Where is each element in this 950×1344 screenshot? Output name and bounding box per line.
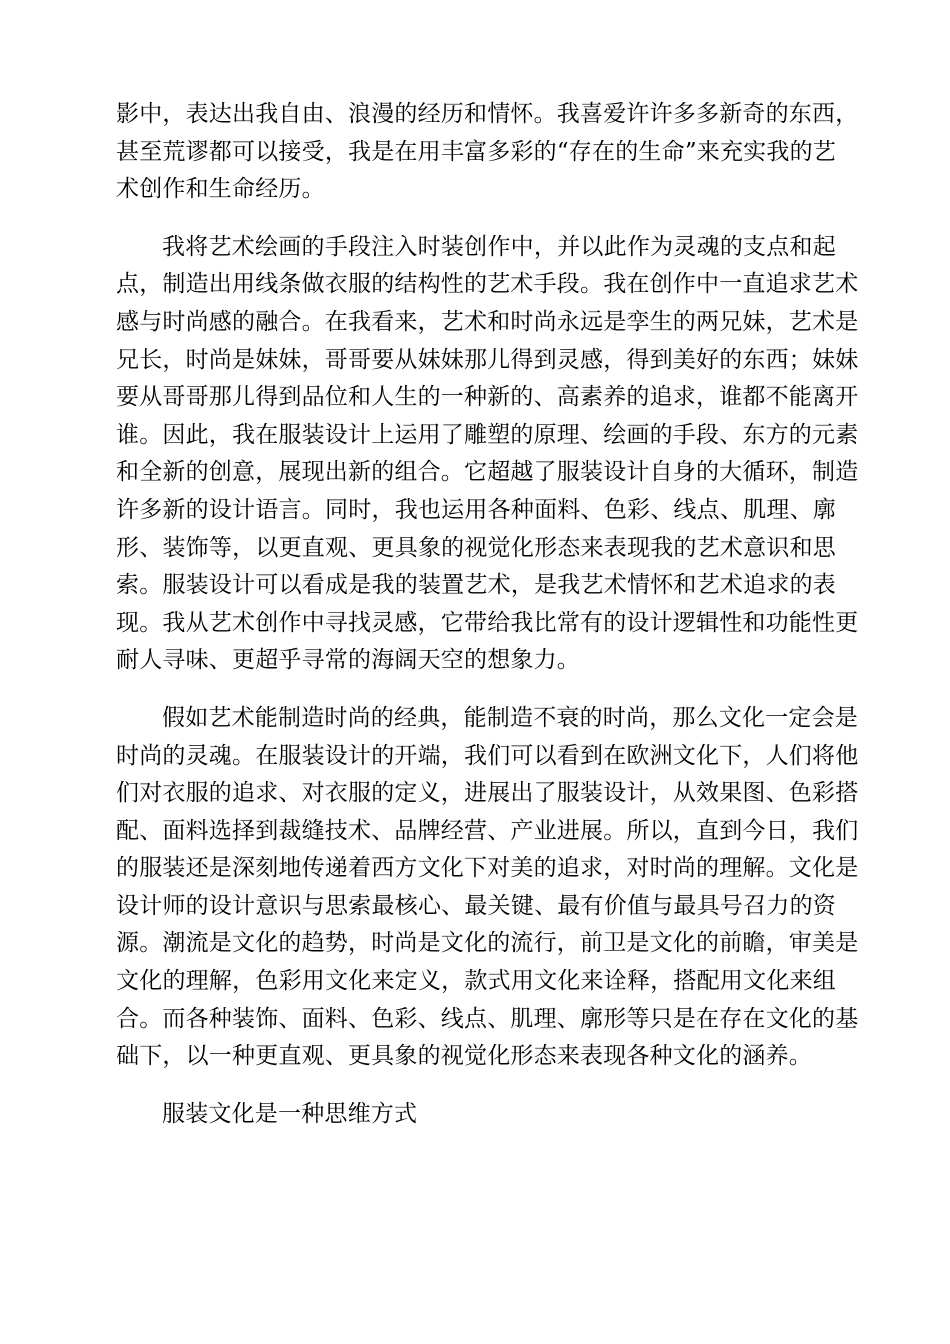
text-line: 和全新的创意，展现出新的组合。它超越了服装设计自身的大循环，制造	[116, 459, 859, 486]
paragraph-gap	[116, 209, 836, 229]
text-line: 设计师的设计意识与思索最核心、最关键、最有价值与最具号召力的资	[116, 892, 836, 919]
text-line: 耐人寻味、更超乎寻常的海阔天空的想象力。	[116, 647, 580, 674]
text-line: 合。而各种装饰、面料、色彩、线点、肌理、廓形等只是在存在文化的基	[116, 1005, 859, 1032]
paragraph-gap	[116, 680, 836, 700]
paragraph-3	[116, 700, 859, 1076]
text-line: 现。我从艺术创作中寻找灵感，它带给我比常有的设计逻辑性和功能性更	[116, 609, 859, 636]
document-body	[116, 96, 859, 1133]
text-line: 时尚的灵魂。在服装设计的开端，我们可以看到在欧洲文化下，人们将他	[116, 742, 859, 769]
text-line: 要从哥哥那儿得到品位和人生的一种新的、高素养的追求，谁都不能离开	[116, 384, 859, 411]
text-line: 源。潮流是文化的趋势，时尚是文化的流行，前卫是文化的前瞻，审美是	[116, 930, 859, 957]
text-line: 配、面料选择到裁缝技术、品牌经营、产业进展。所以，直到今日，我们	[116, 817, 859, 844]
text-line: 感与时尚感的融合。在我看来，艺术和时尚永远是孪生的两兄妹，艺术是	[116, 308, 859, 335]
paragraph-4	[116, 1096, 836, 1134]
text-line: 术创作和生命经历。	[116, 176, 325, 203]
text-line: 假如艺术能制造时尚的经典，能制造不衰的时尚，那么文化一定会是	[162, 704, 858, 731]
text-line: 谁。因此，我在服装设计上运用了雕塑的原理、绘画的手段、东方的元素	[116, 421, 859, 448]
text-line: 影中，表达出我自由、浪漫的经历和情怀。我喜爱许许多多新奇的东西，	[116, 101, 859, 127]
text-line: 点，制造出用线条做衣服的结构性的艺术手段。我在创作中一直追求艺术	[116, 271, 859, 298]
text-line: 索。服装设计可以看成是我的装置艺术，是我艺术情怀和艺术追求的表	[116, 572, 836, 599]
text-line: 兄长，时尚是妹妹，哥哥要从妹妹那儿得到灵感，得到美好的东西；妹妹	[116, 346, 859, 373]
text-line: 甚至荒谬都可以接受，我是在用丰富多彩的“存在的生命”来充实我的艺	[116, 138, 836, 165]
paragraph-2	[116, 229, 859, 680]
text-line: 础下，以一种更直观、更具象的视觉化形态来表现各种文化的涵养。	[116, 1043, 812, 1070]
paragraph-gap	[116, 1076, 836, 1096]
section-heading: 服装文化是一种思维方式	[162, 1100, 418, 1127]
text-line: 们对衣服的追求、对衣服的定义，进展出了服装设计，从效果图、色彩搭	[116, 780, 859, 807]
paragraph-1	[116, 96, 859, 209]
text-line: 的服装还是深刻地传递着西方文化下对美的追求，对时尚的理解。文化是	[116, 855, 859, 882]
text-line: 形、装饰等，以更直观、更具象的视觉化形态来表现我的艺术意识和思	[116, 534, 836, 561]
text-line: 许多新的设计语言。同时，我也运用各种面料、色彩、线点、肌理、廓	[116, 496, 836, 523]
text-line: 文化的理解，色彩用文化来定义，款式用文化来诠释，搭配用文化来组	[116, 968, 836, 995]
text-line: 我将艺术绘画的手段注入时装创作中，并以此作为灵魂的支点和起	[162, 233, 836, 260]
